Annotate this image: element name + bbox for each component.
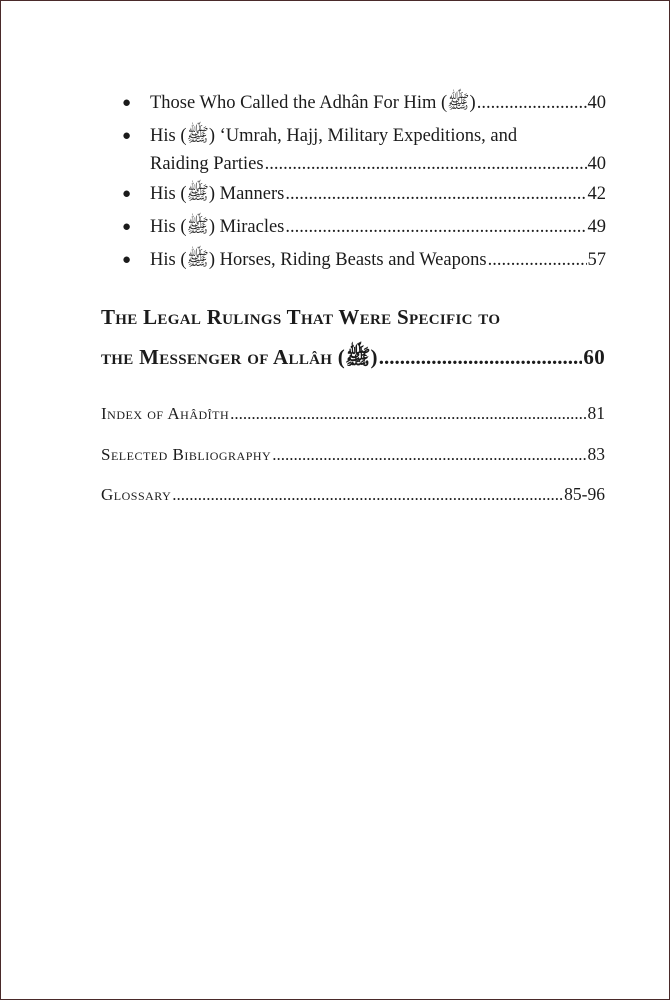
dot-leader <box>379 345 583 370</box>
index-entry <box>101 482 605 507</box>
index-title: Selected Bibliography <box>101 445 272 464</box>
entry-page-number: 40 <box>587 154 606 174</box>
heading-line-1: The Legal Rulings That Were Specific to <box>101 305 501 329</box>
bullet-icon: ● <box>122 128 132 144</box>
index-title: Index of Ahâdîth <box>101 404 230 423</box>
bullet-icon: ● <box>122 95 132 111</box>
bullet-icon: ● <box>122 186 132 202</box>
entry-title: His (ﷺ) Horses, Riding Beasts and Weapons <box>150 250 487 270</box>
index-page-number: 85-96 <box>564 484 605 504</box>
toc-entry <box>122 122 606 178</box>
entry-title: His (ﷺ) Manners <box>150 184 285 204</box>
section-heading <box>101 305 605 375</box>
entry-title: Those Who Called the Adhân For Him (ﷺ) <box>150 93 476 113</box>
dot-leader <box>265 150 587 178</box>
dot-leader <box>230 402 586 426</box>
index-page-number: 81 <box>587 403 605 423</box>
dot-leader <box>272 443 586 467</box>
index-page-number: 83 <box>587 444 605 464</box>
heading-page-number: 60 <box>583 345 605 369</box>
entry-page-number: 40 <box>587 93 606 113</box>
index-title: Glossary <box>101 485 172 504</box>
dot-leader <box>477 89 587 117</box>
dot-leader <box>488 246 587 274</box>
dot-leader <box>285 213 586 241</box>
entry-title: His (ﷺ) Miracles <box>150 217 285 237</box>
bullet-icon: ● <box>122 252 132 268</box>
entry-page-number: 57 <box>587 250 606 270</box>
bullet-icon: ● <box>122 219 132 235</box>
index-entry <box>101 401 605 426</box>
entry-title: His (ﷺ) ‘Umrah, Hajj, Military Expeditions, and <box>150 126 518 146</box>
entry-title-continued: Raiding Parties <box>150 154 264 174</box>
heading-line-2: the Messenger of Allâh (ﷺ) <box>101 345 378 369</box>
dot-leader <box>285 180 586 208</box>
entry-page-number: 42 <box>587 184 606 204</box>
entry-page-number: 49 <box>587 217 606 237</box>
index-entry <box>101 442 605 467</box>
dot-leader <box>172 483 563 507</box>
